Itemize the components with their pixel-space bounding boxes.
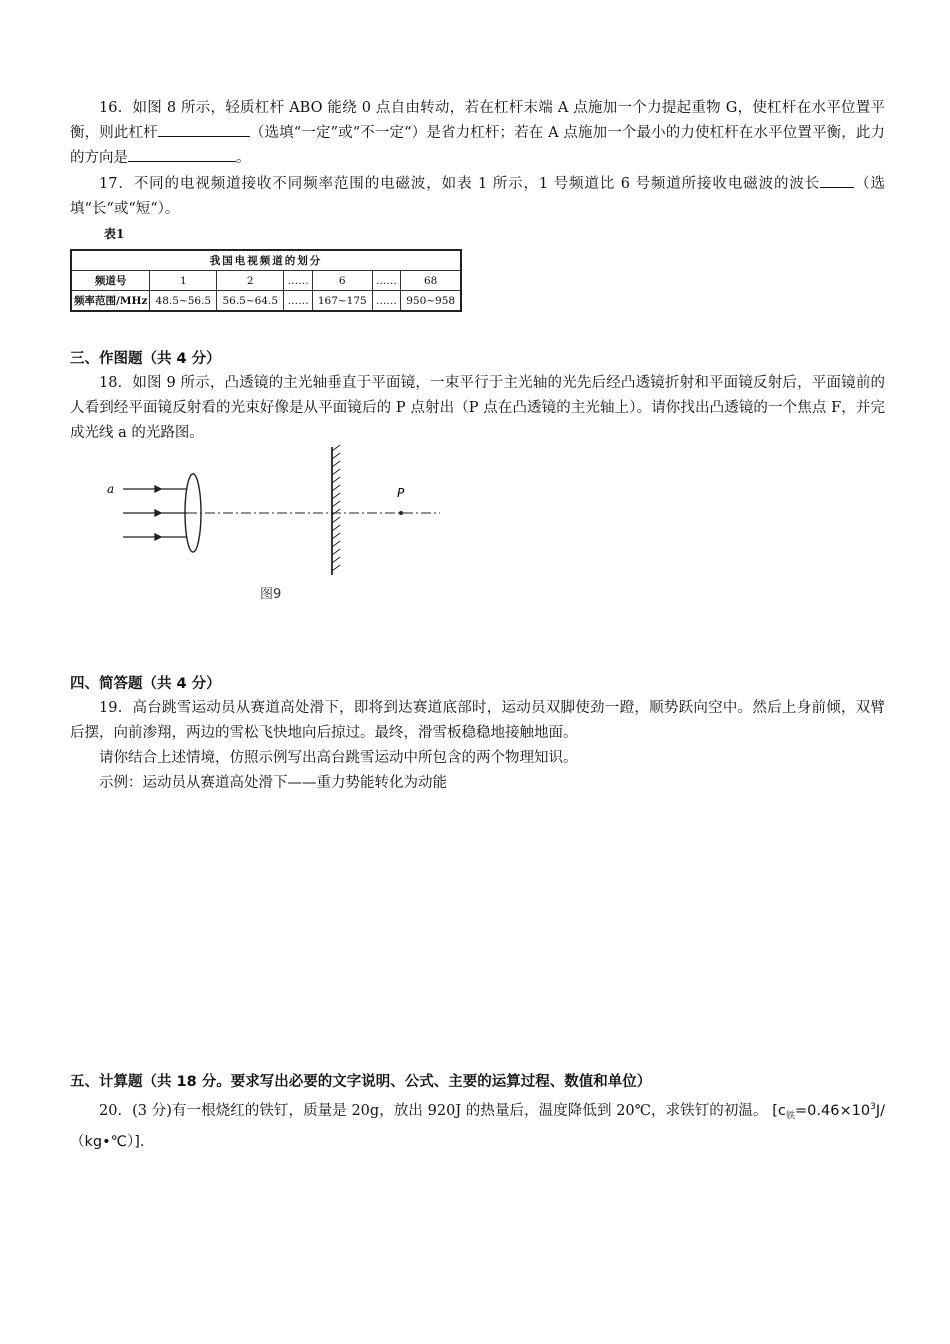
q17-text-b: （选填“长“或“短“）。 (70, 176, 886, 217)
table-cell: 频道号 (71, 271, 150, 291)
table-cell: 68 (401, 271, 461, 291)
q16-text-b: （选填“一定”或“不一定“）是省力杠杆；若在 A 点施加一个最小的力使杠杆在水平位置平衡，此力的方向是 (70, 125, 886, 166)
parallel-rays (123, 486, 187, 540)
table-cell: …… (372, 291, 401, 312)
table-cell: 950~958 (401, 291, 461, 312)
mirror-hatching (332, 445, 340, 571)
point-p (399, 511, 403, 515)
q20-c-unit: J/（kg•℃）]. (70, 1102, 885, 1150)
table-row (71, 271, 461, 291)
section-5-heading: 五、计算题（共 18 分。要求写出必要的文字说明、公式、主要的运算过程、数值和单位） (70, 1074, 652, 1090)
tv-channel-table (70, 249, 462, 312)
table-cell: 48.5~56.5 (150, 291, 217, 312)
figure9-label-a: a (107, 482, 115, 496)
q16-text-a: 16．如图 8 所示，轻质杠杆 ABO 能绕 0 点自由转动，若在杠杆末端 A 点施加一个力提起重物 G，使杠杆在水平位置平衡，则此杠杆 (70, 100, 885, 141)
question-19: 19．高台跳雪运动员从赛道高处滑下，即将到达赛道底部时，运动员双脚使劲一蹬，顺势跃向空中。然后上身前倾，双臂后摆，向前渗翔，两边的雪松飞快地向后掠过。最终，滑雪板稳稳地接触地面。 (70, 700, 885, 741)
q20-text: 20．(3 分)有一根烧红的铁钉，质量是 20g，放出 920J 的热量后，温度降低到 20℃，求铁钉的初温。 (99, 1102, 768, 1119)
q19-example: 示例：运动员从赛道高处滑下——重力势能转化为动能 (99, 775, 447, 791)
question-16 (70, 96, 885, 171)
table-cell: …… (372, 271, 401, 291)
table-cell: 频率范围/MHz (71, 291, 150, 312)
q16-blank-1[interactable] (158, 122, 250, 137)
q16-blank-2[interactable] (128, 147, 236, 162)
table1-title: 我国电视频道的划分 (71, 250, 461, 271)
table1-caption: 表1 (104, 227, 125, 241)
table-cell: 1 (150, 271, 217, 291)
q16-text-c: 。 (236, 150, 251, 166)
figure9-label-p: P (397, 486, 405, 500)
table-row (71, 291, 461, 312)
section-3-heading: 三、作图题（共 4 分） (70, 351, 221, 367)
table-cell: 167~175 (312, 291, 372, 312)
answer-space[interactable] (70, 800, 885, 1060)
q20-c-open: [c (772, 1102, 786, 1119)
q20-c-val: =0.46×10 (795, 1102, 871, 1119)
q17-blank[interactable] (820, 173, 854, 188)
figure9-caption: 图9 (260, 587, 282, 602)
section-4-heading: 四、简答题（共 4 分） (70, 676, 221, 692)
q17-text-a: 17．不同的电视频道接收不同频率范围的电磁波，如表 1 所示，1 号频道比 6 号频道所接收电磁波的波长 (99, 176, 821, 192)
table-cell: 56.5~64.5 (217, 291, 284, 312)
question-18: 18．如图 9 所示，凸透镜的主光轴垂直于平面镜，一束平行于主光轴的光先后经凸透镜折射和平面镜反射后，平面镜前的人看到经平面镜反射看的光束好像是从平面镜后的 P 点射出（P 点在凸透镜的主光轴上）。请你找出凸透镜的一个焦点 F，并完成光线 a 的光路图。 (70, 375, 885, 441)
table-cell: 2 (217, 271, 284, 291)
q20-c-sub: 铁 (785, 1111, 796, 1122)
question-20 (70, 1095, 885, 1155)
question-17 (70, 172, 885, 222)
q19-instruction: 请你结合上述情境，仿照示例写出高台跳雪运动中所包含的两个物理知识。 (99, 750, 578, 766)
table-cell: …… (284, 271, 313, 291)
table-cell: 6 (312, 271, 372, 291)
figure-9 (95, 445, 455, 610)
q20-c-exp: 3 (870, 1102, 876, 1112)
table-cell: …… (284, 291, 313, 312)
